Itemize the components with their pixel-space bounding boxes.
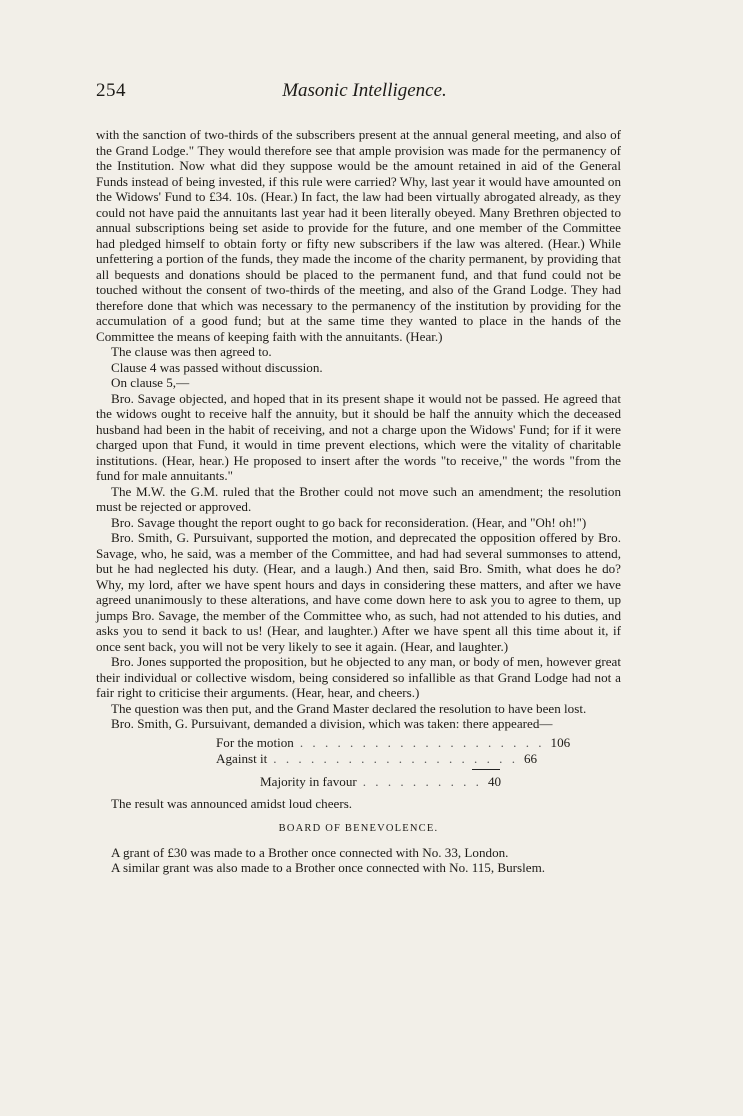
majority-label: Majority in favour — [260, 773, 357, 789]
paragraph: Bro. Smith, G. Pursuivant, demanded a division, which was taken: there appeared— — [111, 716, 553, 731]
paragraph: On clause 5,— — [111, 375, 190, 390]
division-value: 106 — [550, 734, 571, 750]
division-row — [216, 750, 538, 767]
sum-rule — [472, 769, 500, 770]
majority-value: 40 — [487, 773, 502, 789]
paragraph: The result was announced amidst loud cheers. — [111, 795, 353, 811]
paragraph: with the sanction of two-thirds of the subscribers present at the annual general meeting, and also of the Grand Lodge." They would therefore see that ample provision was made for the permanency of the Institution. Now what did they suppose would be the amount retained in aid of the General Funds instead of being invested, if this rule were carried? Why, last year it would have amounted on the Widows' Fund to £34. 10s. (Hear.) In fact, the law had been virtually abrogated already, as they could not have paid the annuitants last year had it been literally obeyed. Many Brethren objected to annual subscriptions being set aside to provide for the future, and one member of the Committee had pledged himself to obtain forty or fifty new subscribers if the law was altered. (Hear.) While unfettering a portion of the funds, they made the income of the charity permanent, by providing that all bequests and donations should be placed to the permanent fund, and that fund could not be touched without the consent of two-thirds of the meeting, and also of the Grand Lodge. They had therefore done that which was necessary to the permanency of the institution by providing for the accumulation of a good fund; but at the same time they wanted to place in the hands of the Committee the means of keeping faith with the annuitants. (Hear.) — [96, 127, 621, 344]
leader-dots: . . . . . . . . . . . . . . . . . . . . — [299, 734, 545, 750]
paragraph: A grant of £30 was made to a Brother once connected with No. 33, London. — [111, 844, 509, 860]
paragraph: Bro. Smith, G. Pursuivant, supported the motion, and deprecated the opposition offered by Bro. Savage, who, he said, was a member of the Committee, and had had several summonses to attend, but he had neglected his duty. (Hear, and a laugh.) And then, said Bro. Smith, what does he do? Why, my lord, after we have spent hours and days in considering these matters, and after we have agreed unanimously to these alterations, and have come down here to ask you to agree to them, up jumps Bro. Savage, the member of the Committee who, as such, had not attended to his duties, and asks you to send it back to us! (Hear, and laughter.) After we have spent all this time about it, if once sent back, you will not be very likely to see it again. (Hear, and laughter.) — [96, 530, 621, 654]
page-header — [96, 80, 633, 106]
division-label: For the motion — [216, 734, 294, 750]
paragraph: The M.W. the G.M. ruled that the Brother could not move such an amendment; the resolution must be rejected or approved. — [96, 483, 621, 514]
paragraph: The clause was then agreed to. — [111, 344, 272, 359]
paragraph: Bro. Jones supported the proposition, but he objected to any man, or body of men, however great their individual or collective wisdom, being considered so infallible as that Grand Lodge had not a fair right to criticise their arguments. (Hear, hear, and cheers.) — [96, 654, 621, 700]
paragraph: The question was then put, and the Grand Master declared the resolution to have been lost. — [111, 700, 587, 716]
paragraph: Bro. Savage thought the report ought to go back for reconsideration. (Hear, and "Oh! oh!") — [111, 514, 587, 530]
division-majority — [260, 774, 500, 790]
leader-dots: . . . . . . . . . . — [362, 773, 482, 789]
paragraph: A similar grant was also made to a Brother once connected with No. 115, Burslem. — [111, 860, 546, 875]
paragraph: Bro. Savage objected, and hoped that in its present shape it would not be passed. He agreed that the widows ought to receive half the annuity, but it should be half the annuity which the deceased husband had been in the habit of receiving, and not a charge upon the Widows' Fund; for if it were charged upon that Fund, it would in time prevent elections, which were the vitality of charitable institutions. (Hear, hear.) He proposed to insert after the words "to receive," the words "from the fund for male annuitants." — [96, 390, 621, 483]
division-row — [216, 734, 571, 751]
article-body — [96, 127, 621, 876]
division-label: Against it — [216, 750, 268, 766]
section-heading: BOARD OF BENEVOLENCE. — [278, 823, 439, 834]
division-table — [216, 734, 571, 790]
paragraph: Clause 4 was passed without discussion. — [111, 359, 323, 375]
page-number: 254 — [96, 80, 126, 101]
division-value: 66 — [523, 750, 538, 766]
running-title: Masonic Intelligence. — [282, 80, 447, 101]
leader-dots: . . . . . . . . . . . . . . . . . . . . — [273, 750, 518, 766]
